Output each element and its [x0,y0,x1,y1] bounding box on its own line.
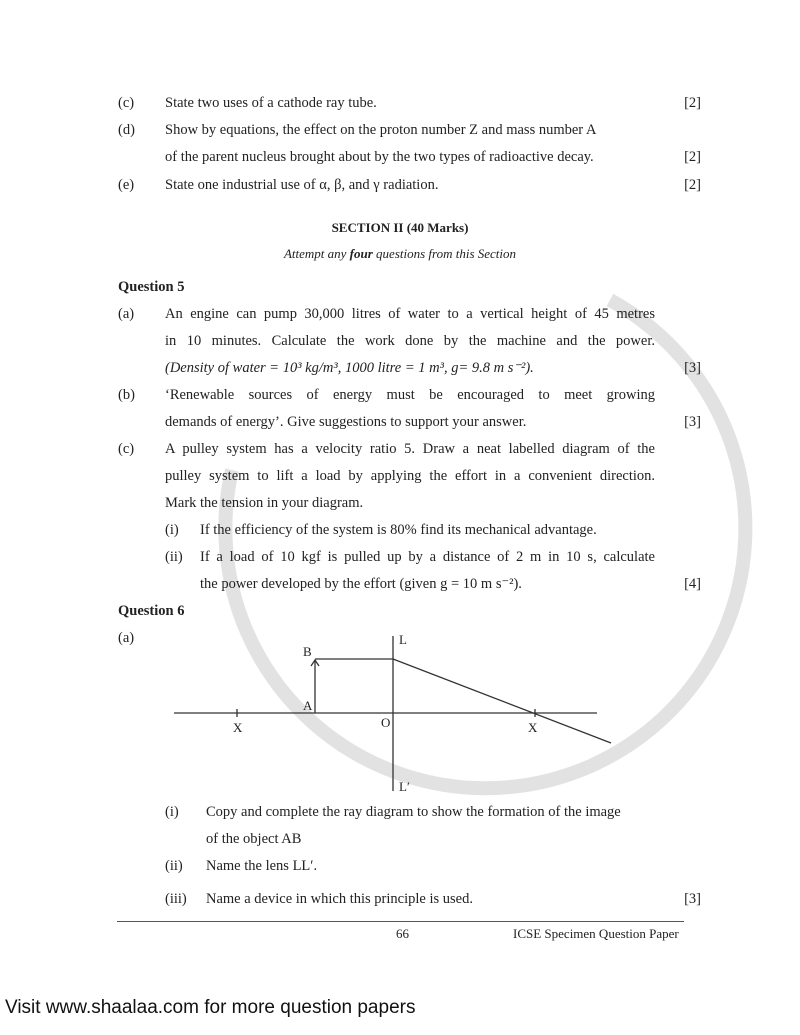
sub-text: Copy and complete the ray diagram to show the formation of the image [206,804,621,820]
item-text: An engine can pump 30,000 litres of water to a vertical height of 45 metres [165,306,655,322]
instr-pre: Attempt any [283,246,350,261]
item-label: (b) [118,387,135,403]
item-text: Show by equations, the effect on the proton number Z and mass number A [165,122,597,138]
marks: [3] [684,891,701,907]
item-label: (a) [118,306,135,322]
marks: [2] [684,149,701,165]
item-label: (d) [118,122,135,138]
label-a: A [303,698,313,713]
instr-post: questions from this Section [372,246,517,261]
item-text: demands of energy’. Give suggestions to support your answer. [165,414,527,430]
section-title: SECTION II (40 Marks) [331,220,469,235]
sub-text: If the efficiency of the system is 80% find its mechanical advantage. [200,522,597,538]
sub-text: Name the lens LL′. [206,858,318,874]
marks: [2] [684,177,701,193]
sub-text: the power developed by the effort (given g = 10 m s⁻²). [200,576,522,592]
paper-title: ICSE Specimen Question Paper [513,926,679,941]
item-text: State one industrial use of α, β, and γ radiation. [165,177,439,193]
item-text: A pulley system has a velocity ratio 5. Draw a neat labelled diagram of the [165,441,655,457]
marks: [2] [684,95,701,111]
sub-text: If a load of 10 kgf is pulled up by a distance of 2 m in 10 s, calculate [200,549,655,565]
visit-banner: Visit www.shaalaa.com for more question papers [5,997,416,1018]
question-title: Question 6 [118,603,185,619]
marks: [3] [684,360,701,376]
item-label: (e) [118,177,135,193]
page-number: 66 [396,926,409,941]
label-x: X [528,720,538,735]
label-o: O [381,715,391,730]
sub-label: (i) [165,804,179,820]
sub-text: Name a device in which this principle is used. [206,891,473,907]
label-b: B [303,644,312,659]
item-text: pulley system to lift a load by applying the effort in a convenient direction. [165,468,655,484]
item-text: Mark the tension in your diagram. [165,495,364,511]
sub-label: (ii) [165,549,183,565]
footer-rule [117,921,684,922]
item-text: of the parent nucleus brought about by the two types of radioactive decay. [165,149,594,165]
sub-label: (i) [165,522,179,538]
item-text: State two uses of a cathode ray tube. [165,95,377,111]
item-text: in 10 minutes. Calculate the work done by the machine and the power. [165,333,655,349]
item-text: ‘Renewable sources of energy must be encouraged to meet growing [165,387,655,403]
instr-bold: four [349,246,373,261]
marks: [4] [684,576,701,592]
sub-label: (iii) [165,891,187,907]
sub-text: of the object AB [206,831,302,847]
item-label: (a) [118,630,135,646]
question-title: Question 5 [118,279,185,295]
label-l: L [399,632,407,647]
label-l-prime: L′ [399,779,410,794]
refracted-ray [393,659,611,743]
item-label: (c) [118,95,135,111]
label-x: X [233,720,243,735]
sub-label: (ii) [165,858,183,874]
marks: [3] [684,414,701,430]
item-text: (Density of water = 10³ kg/m³, 1000 litre = 1 m³, g= 9.8 m s⁻²). [165,360,534,376]
item-label: (c) [118,441,135,457]
